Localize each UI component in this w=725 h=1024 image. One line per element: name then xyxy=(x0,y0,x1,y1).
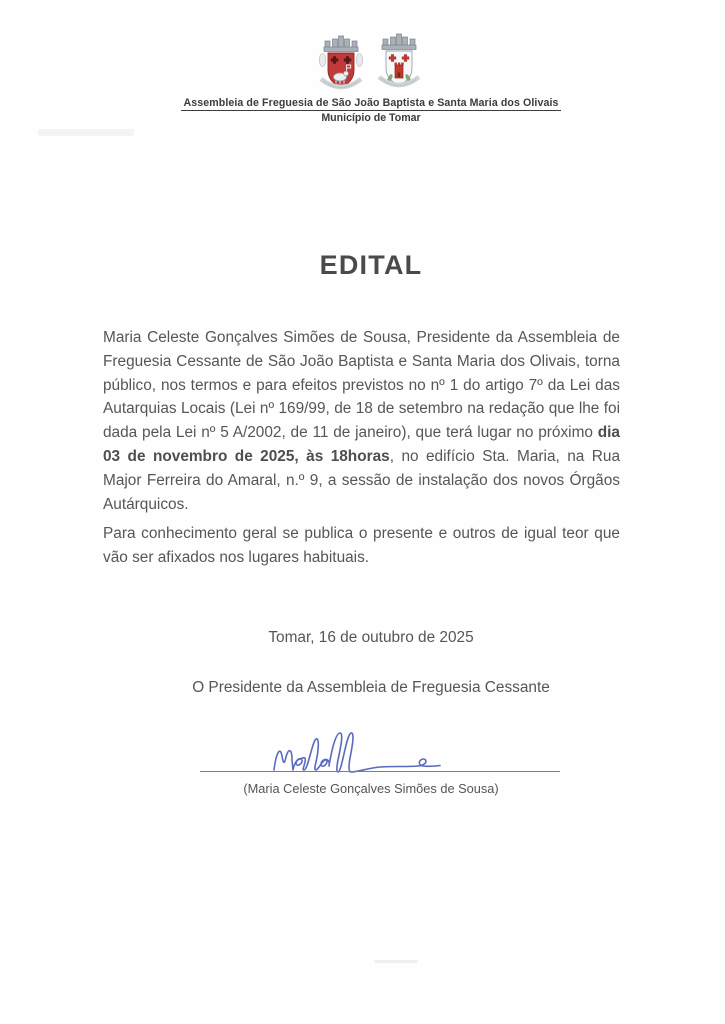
paragraph-text-end: , no edifício Sta. Maria, na Rua Major Ferreira do Amaral, n.º 9, a sessão de instalação dos novos Órgãos Autárquicos. xyxy=(103,447,621,513)
body-paragraph-publication: Para conhecimento geral se publica o presente e outros de igual teor que vão ser afixados nos lugares habituais. xyxy=(103,525,620,566)
scan-artifact-top xyxy=(38,129,134,136)
sao-joao-baptista-crest-icon xyxy=(313,29,369,95)
santa-maria-dos-olivais-crest-icon xyxy=(371,27,427,93)
letterhead-municipality: Município de Tomar xyxy=(321,112,421,124)
event-datetime-bold: dia 03 de novembro de 2025, às 18horas xyxy=(103,424,620,465)
body-paragraph-main xyxy=(103,326,620,516)
signature-line xyxy=(200,771,560,772)
signer-name-line: (Maria Celeste Gonçalves Simões de Sousa) xyxy=(243,781,499,796)
document-title: EDITAL xyxy=(319,250,423,280)
paragraph-text-start: Maria Celeste Gonçalves Simões de Sousa, Presidente da Assembleia de Freguesia Cessante de São João Baptista e Santa Maria dos Olivais, torna público, nos termos e para efeitos previstos no nº 1 do artigo 7º da Lei das Autarquias Locais (Lei nº 169/99, de 18 de setembro na redação que lhe foi dada pela Lei nº 5 A/2002, de 11 de janeiro), que terá lugar no próximo xyxy=(103,329,620,442)
signer-role-line: O Presidente da Assembleia de Freguesia Cessante xyxy=(192,679,550,696)
letterhead-org-name xyxy=(106,97,636,111)
scan-artifact-bottom xyxy=(374,960,418,963)
org-name-text: Assembleia de Freguesia de São João Baptista e Santa Maria dos Olivais xyxy=(181,97,562,111)
place-date-line: Tomar, 16 de outubro de 2025 xyxy=(268,629,474,646)
header-crests xyxy=(313,27,431,95)
